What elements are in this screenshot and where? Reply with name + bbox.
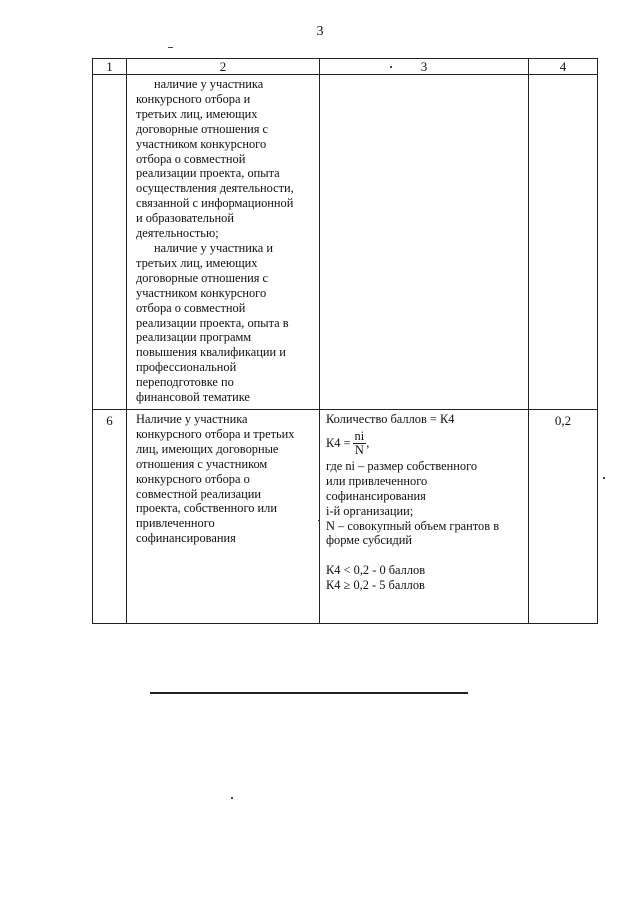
scan-speck [168,47,173,48]
continuation-criterion-cell [127,75,320,410]
rule-low: К4 < 0,2 - 0 баллов [326,563,426,578]
scan-speck [603,477,605,479]
k4-formula [326,430,522,457]
definition-ni: где ni – размер собственного или привлеченного софинансирования i-й организации; [326,458,478,518]
end-of-document-rule [150,692,468,694]
table-row-continuation [93,75,598,410]
definition-n: N – совокупный объем грантов в форме субсидий [326,518,500,548]
page-number: 3 [316,24,324,39]
scan-speck [231,797,233,799]
rule-high: К4 ≥ 0,2 - 5 баллов [326,578,425,593]
formula-fraction [353,428,370,457]
row-6-criterion: Наличие у участника конкурсного отбора и третьих лиц, имеющих договорные отношения с участником конкурсного отбора о совместной реализации проекта, собственного или привлеченного софинансирования [136,412,295,546]
criterion-paragraph-1: наличие у участника конкурсного отбора и третьих лиц, имеющих договорные отношения с участником конкурсного отбора о совместной реализации проекта, опыта осуществления деятельности, связанной с информационной и образовательной деятельностью; [136,77,294,241]
criterion-paragraph-2: наличие у участника и третьих лиц, имеющих договорные отношения с участником конкурсного отбора о совместной реализации проекта, опыта в реализации программ повышения квалификации и профессиональной переподготовке по финансовой тематике [136,240,289,405]
spacer [326,548,522,563]
header-cell-1: 1 [93,59,127,75]
row-6-weight-cell [529,410,598,624]
formula-tail: , [366,435,370,450]
score-line: Количество баллов = К4 [326,412,455,426]
formula-denominator: N [354,442,364,457]
continuation-weight-cell [529,75,598,410]
row-6-number-cell [93,410,127,624]
row-6-criterion-cell [127,410,320,624]
formula-lhs: К4 = [326,435,351,450]
header-cell-4: 4 [529,59,598,75]
criteria-table [92,58,598,624]
table-header-row [93,59,598,75]
table-row-6 [93,410,598,624]
continuation-method-cell [320,75,529,410]
header-cell-2: 2 [127,59,320,75]
row-6-number: 6 [106,413,113,428]
row-6-method-cell [320,410,529,624]
row-6-weight: 0,2 [554,413,572,428]
continuation-number-cell [93,75,127,410]
header-cell-3: 3 [320,59,529,75]
formula-numerator: ni [354,428,365,443]
